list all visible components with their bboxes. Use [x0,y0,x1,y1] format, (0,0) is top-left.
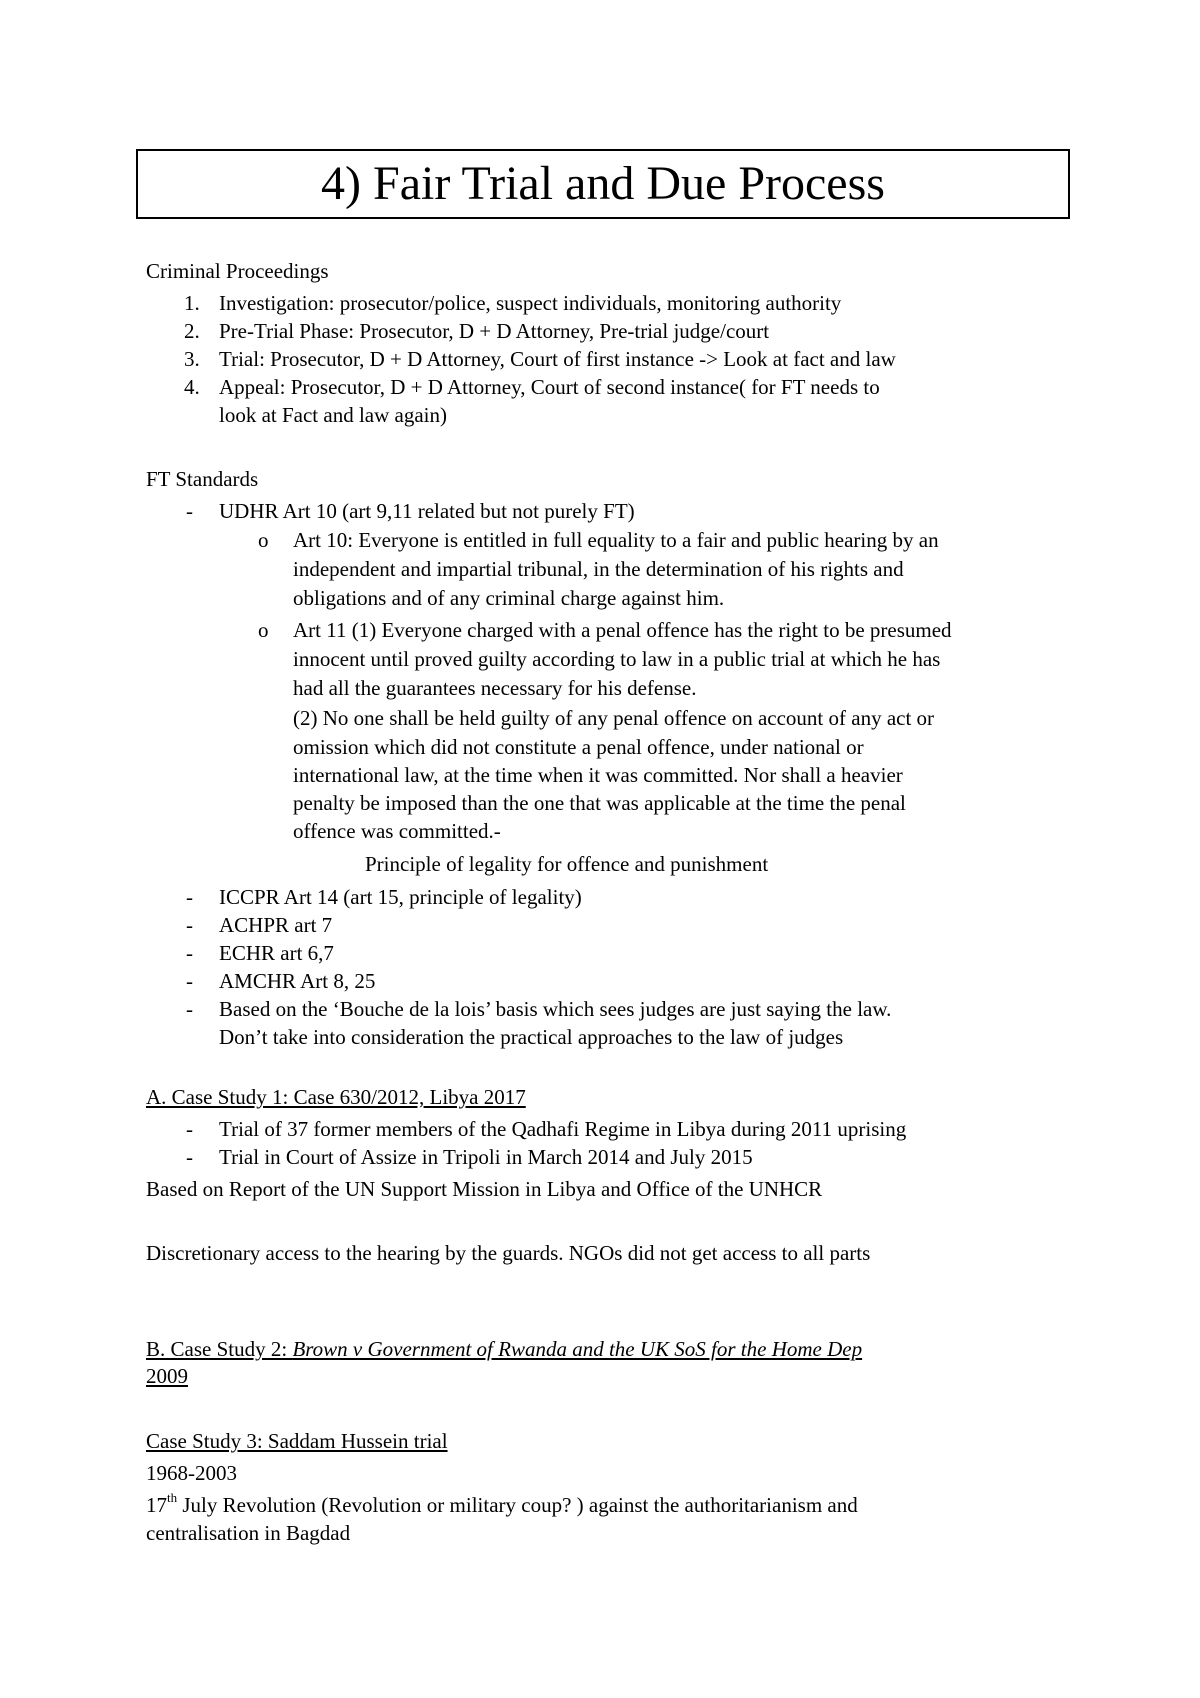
art11-text: offence was committed.- [293,819,501,843]
art11-text: international law, at the time when it was committed. Nor shall a heavier [293,763,903,787]
title-box [136,149,1070,219]
case-study-1-heading: A. Case Study 1: Case 630/2012, Libya 2017 [146,1085,526,1109]
dash-bullet: - [186,997,193,1021]
art10-text: obligations and of any criminal charge against him. [293,586,725,610]
bullet-udhr: UDHR Art 10 (art 9,11 related but not purely FT) [219,499,635,523]
bullet-iccpr: ICCPR Art 14 (art 15, principle of legality) [219,885,582,909]
bullet-amchr: AMCHR Art 8, 25 [219,969,376,993]
list-number: 3. [184,347,200,371]
case-study-3-heading: Case Study 3: Saddam Hussein trial [146,1429,448,1453]
dash-bullet: - [186,885,193,909]
bullet-bouche-continuation: Don’t take into consideration the practical approaches to the law of judges [219,1025,844,1049]
case2-name: Brown v Government of Rwanda and the UK SoS for the Home Dep [292,1337,863,1361]
revolution-day: 17 [146,1493,167,1517]
circle-bullet: o [258,528,269,552]
case3-revolution [146,1490,858,1518]
page-title: 4) Fair Trial and Due Process [321,157,885,210]
legality-note: Principle of legality for offence and punishment [365,852,769,876]
art10-text: Art 10: Everyone is entitled in full equality to a fair and public hearing by an [293,528,939,552]
dash-bullet: - [186,941,193,965]
list-item: Investigation: prosecutor/police, suspect individuals, monitoring authority [219,291,842,315]
list-number: 2. [184,319,200,343]
bullet-bouche: Based on the ‘Bouche de la lois’ basis which sees judges are just saying the law. [219,997,892,1021]
art10-text: independent and impartial tribunal, in the determination of his rights and [293,557,904,581]
list-number: 4. [184,375,200,399]
case-study-2-heading [146,1337,862,1362]
case1-item: Trial in Court of Assize in Tripoli in March 2014 and July 2015 [219,1145,753,1169]
dash-bullet: - [186,499,193,523]
case3-revolution-continuation: centralisation in Bagdad [146,1521,351,1545]
art11-text: Art 11 (1) Everyone charged with a penal offence has the right to be presumed [293,618,952,642]
art11-text: (2) No one shall be held guilty of any penal offence on account of any act or [293,706,935,730]
bullet-echr: ECHR art 6,7 [219,941,334,965]
case2-year: 2009 [146,1364,188,1388]
list-item-continuation: look at Fact and law again) [219,403,448,427]
art11-text: innocent until proved guilty according to law in a public trial at which he has [293,647,941,671]
list-item: Pre-Trial Phase: Prosecutor, D + D Attorney, Pre-trial judge/court [219,319,770,343]
circle-bullet: o [258,618,269,642]
list-item: Trial: Prosecutor, D + D Attorney, Court of first instance -> Look at fact and law [219,347,896,371]
art11-text: had all the guarantees necessary for his defense. [293,676,697,700]
case3-years: 1968-2003 [146,1461,237,1485]
ordinal-suffix: th [167,1490,178,1505]
revolution-text: July Revolution (Revolution or military coup? ) against the authoritarianism and [177,1493,858,1517]
case1-report: Based on Report of the UN Support Mission in Libya and Office of the UNHCR [146,1177,823,1201]
criminal-proceedings-heading: Criminal Proceedings [146,259,329,283]
dash-bullet: - [186,1145,193,1169]
case1-access: Discretionary access to the hearing by the guards. NGOs did not get access to all parts [146,1241,871,1265]
ft-standards-heading: FT Standards [146,467,259,491]
dash-bullet: - [186,913,193,937]
art11-text: omission which did not constitute a penal offence, under national or [293,735,864,759]
case2-prefix: B. Case Study 2: [146,1337,293,1361]
list-number: 1. [184,291,200,315]
bullet-achpr: ACHPR art 7 [219,913,333,937]
art11-text: penalty be imposed than the one that was applicable at the time the penal [293,791,906,815]
dash-bullet: - [186,969,193,993]
case1-item: Trial of 37 former members of the Qadhafi Regime in Libya during 2011 uprising [219,1117,907,1141]
list-item: Appeal: Prosecutor, D + D Attorney, Court of second instance( for FT needs to [219,375,880,399]
dash-bullet: - [186,1117,193,1141]
